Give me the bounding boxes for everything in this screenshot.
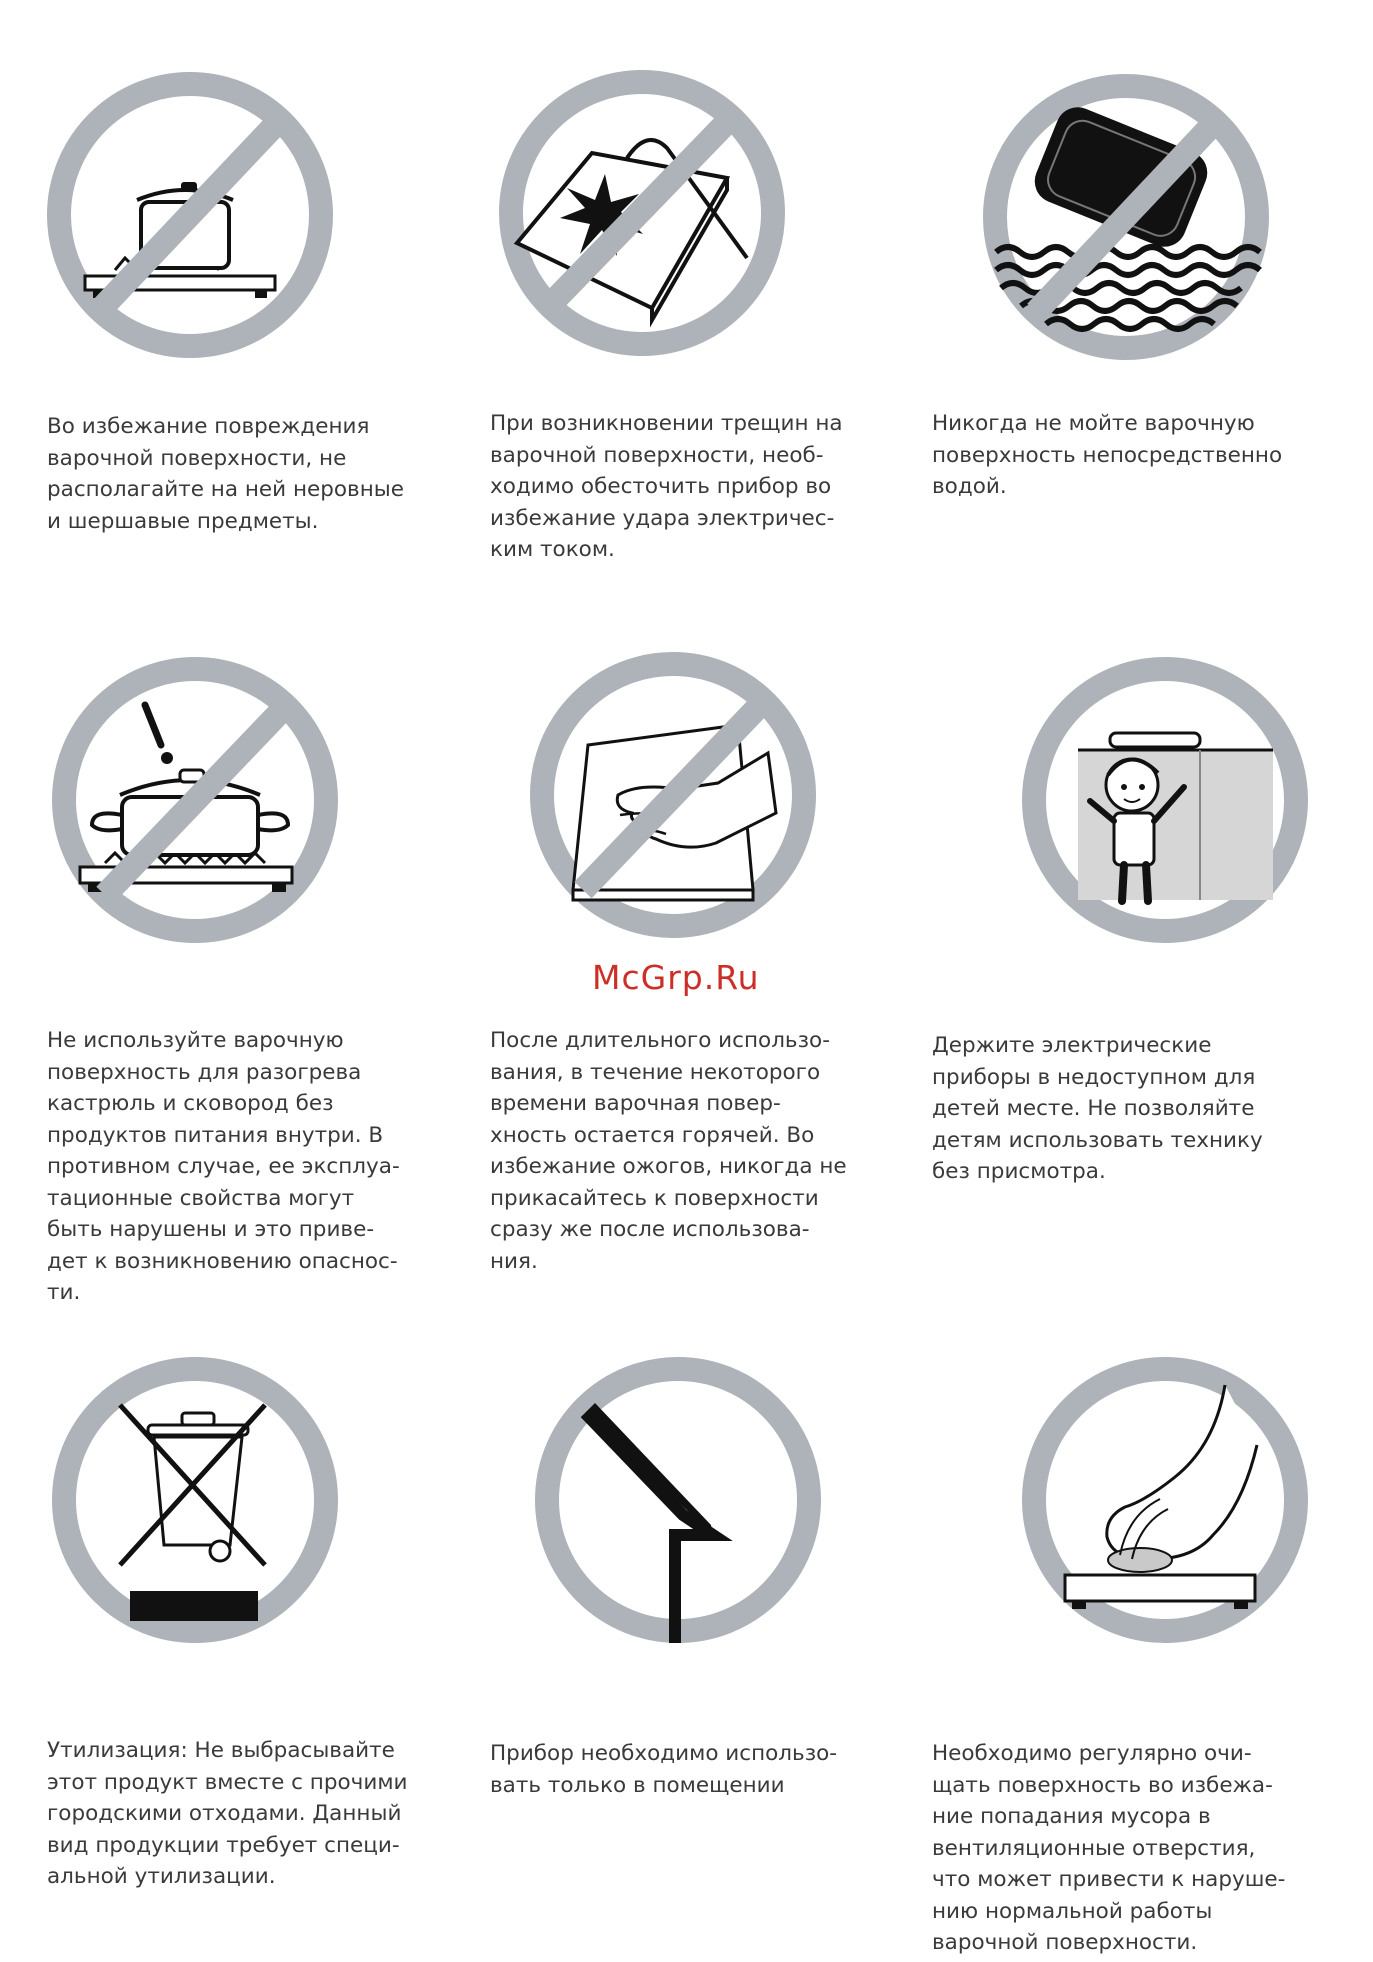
caption-indoor-use-only: Прибор необходимо использо- вать только в помещении <box>490 1741 838 1798</box>
no-water-washing-icon <box>981 72 1271 362</box>
watermark: McGrp.Ru <box>592 958 760 997</box>
crossed-out-wheeled-bin-icon <box>50 1355 340 1645</box>
no-touch-hot-surface-icon <box>528 650 818 940</box>
clean-surface-icon <box>1020 1355 1310 1645</box>
indoor-use-only-icon <box>533 1355 823 1645</box>
caption-crossed-out-wheeled-bin: Утилизация: Не выбрасывайте этот продукт вместе с прочими городскими отходами. Данный вид продукции требует специ- альной утилизации. <box>47 1738 408 1889</box>
caption-no-empty-pot-heating: Не используйте варочную поверхность для разогрева кастрюль и сковород без продуктов питания внутри. В противном случае, ее эксплуа- тационные свойства могут быть нарушены и это приве- дет к возникновению опаснос- ти. <box>47 1028 400 1305</box>
child-safety-icon <box>1020 655 1310 945</box>
caption-no-cracked-surface: При возникновении трещин на варочной поверхности, необ- ходимо обесточить прибор во избежание удара электричес- ким током. <box>490 411 843 562</box>
no-cracked-surface-icon <box>497 68 787 358</box>
caption-no-touch-hot-surface: После длительного использо- вания, в течение некоторого времени варочная повер- хность остается горячей. Во избежание ожогов, никогда не прикасайтесь к поверхности сразу же после использова- ния. <box>490 1028 847 1274</box>
no-rough-cookware-icon <box>45 70 335 360</box>
caption-no-rough-cookware: Во избежание повреждения варочной поверхности, не располагайте на ней неровные и шершавые предметы. <box>47 414 404 534</box>
caption-child-safety: Держите электрические приборы в недоступном для детей месте. Не позволяйте детям использовать технику без присмотра. <box>932 1033 1263 1184</box>
caption-clean-surface: Необходимо регулярно очи- щать поверхность во избежа- ние попадания мусора в вентиляционные отверстия, что может привести к наруше- нию нормальной работы варочной поверхности. <box>932 1741 1286 1955</box>
no-empty-pot-heating-icon <box>50 655 340 945</box>
caption-no-water-washing: Никогда не мойте варочную поверхность непосредственно водой. <box>932 411 1283 499</box>
